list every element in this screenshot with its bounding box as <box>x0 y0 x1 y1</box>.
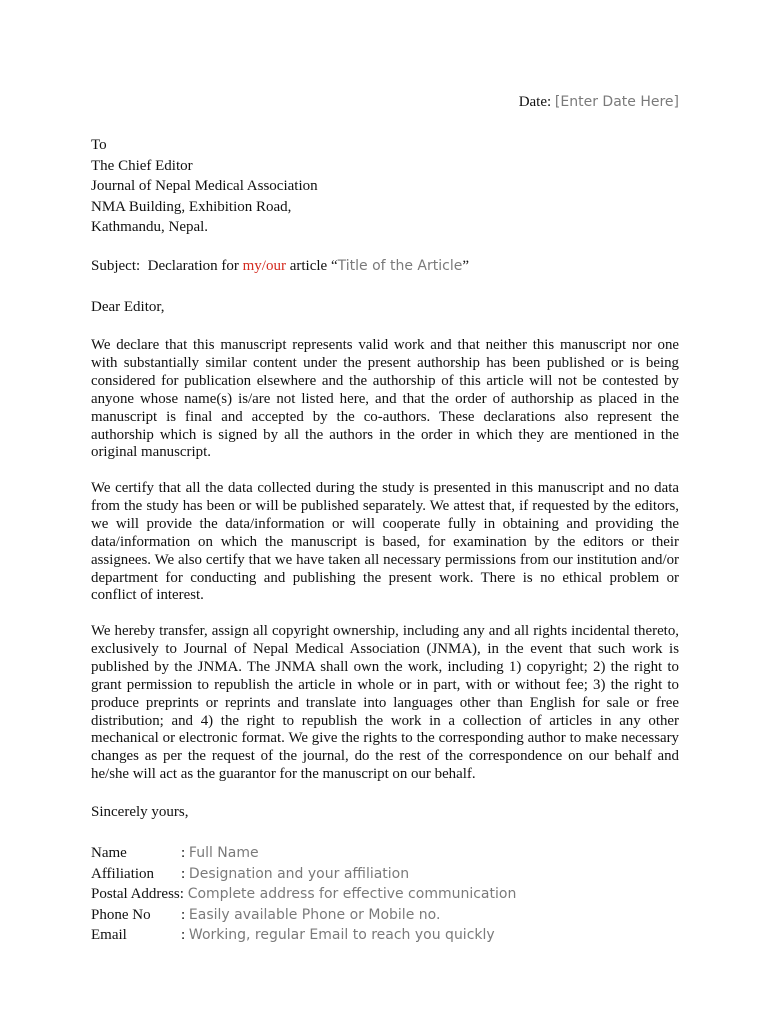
recipient-address <box>91 135 318 238</box>
signature-row-phone <box>91 907 516 928</box>
subject-suffix: ” <box>462 258 470 274</box>
email-label: Email <box>91 927 127 943</box>
date-label: Date: <box>518 94 552 110</box>
name-sep: : <box>181 845 189 861</box>
certification-paragraph: We certify that all the data collected during the study is presented in this manuscript and no data from the study has been or will be published separately. We attest that, if requested by the editors, we will provide the data/information or will cooperate fully in obtaining and providing the data/information on which the manuscript is based, for examination by the editors or their assignees. We also certify that we have taken all necessary permissions from our institution and/or department for conducting and publishing the present work. There is no ethical problem or conflict of interest. <box>91 480 679 604</box>
subject-mid: article “ <box>285 258 338 274</box>
date-line <box>519 94 679 111</box>
recipient-line: The Chief Editor <box>91 157 193 174</box>
declaration-paragraph: We declare that this manuscript represents valid work and that neither this manuscript nor one with substantially similar content under the present authorship has been published or is being considered for publication elsewhere and the authorship of this article will not be contested by anyone whose name(s) is/are not listed here, and that the order of authorship as placed in the manuscript is final and accepted by the co-authors. These declarations also represent the authorship which is signed by all the authors in the order in which they are mentioned in the original manuscript. <box>91 337 679 461</box>
phone-sep: : <box>181 906 189 923</box>
subject-line <box>91 258 469 275</box>
postal-address-label: Postal Address: <box>91 886 184 902</box>
signature-row-name <box>91 845 516 866</box>
recipient-line: Journal of Nepal Medical Association <box>91 178 318 195</box>
signature-row-email <box>91 927 516 948</box>
copyright-paragraph: We hereby transfer, assign all copyright ownership, including any and all rights incidental thereto, exclusively to Journal of Nepal Medical Association (JNMA), in the event that such work is published by the JNMA. The JNMA shall own the work, including 1) copyright; 2) the right to grant permission to republish the article in whole or in part, with or without fee; 3) the right to produce preprints or reprints and translate into languages other than English for sale or free distribution; and 4) the right to republish the work in a collection of articles in any other mechanical or electronic format. We give the rights to the corresponding author to make necessary changes as per the request of the journal, do the rest of the correspondence on our behalf and he/she will act as the guarantor for the manuscript on our behalf. <box>91 623 679 783</box>
recipient-to: To <box>91 137 107 153</box>
email-sep: : <box>181 927 189 943</box>
affiliation-label: Affiliation <box>91 865 155 882</box>
email-placeholder[interactable]: Working, regular Email to reach you quickly <box>188 927 495 943</box>
postal-address-placeholder[interactable]: Complete address for effective communication <box>187 886 517 902</box>
closing: Sincerely yours, <box>91 804 189 820</box>
subject-highlight[interactable]: my/our <box>242 258 286 274</box>
signature-block <box>91 845 516 948</box>
phone-placeholder[interactable]: Easily available Phone or Mobile no. <box>188 906 441 923</box>
recipient-line: NMA Building, Exhibition Road, <box>91 198 292 215</box>
name-placeholder[interactable]: Full Name <box>188 845 259 861</box>
name-label: Name <box>91 845 127 861</box>
signature-row-postal-address <box>91 886 516 907</box>
article-title-placeholder[interactable]: Title of the Article <box>337 258 463 274</box>
date-placeholder[interactable]: [Enter Date Here] <box>554 94 679 110</box>
signature-row-affiliation <box>91 866 516 887</box>
phone-label: Phone No <box>91 906 151 923</box>
subject-prefix: Subject: Declaration for <box>91 258 243 274</box>
greeting: Dear Editor, <box>91 299 165 315</box>
affiliation-placeholder[interactable]: Designation and your affiliation <box>188 865 410 882</box>
affiliation-sep: : <box>181 865 189 882</box>
recipient-line: Kathmandu, Nepal. <box>91 219 209 236</box>
